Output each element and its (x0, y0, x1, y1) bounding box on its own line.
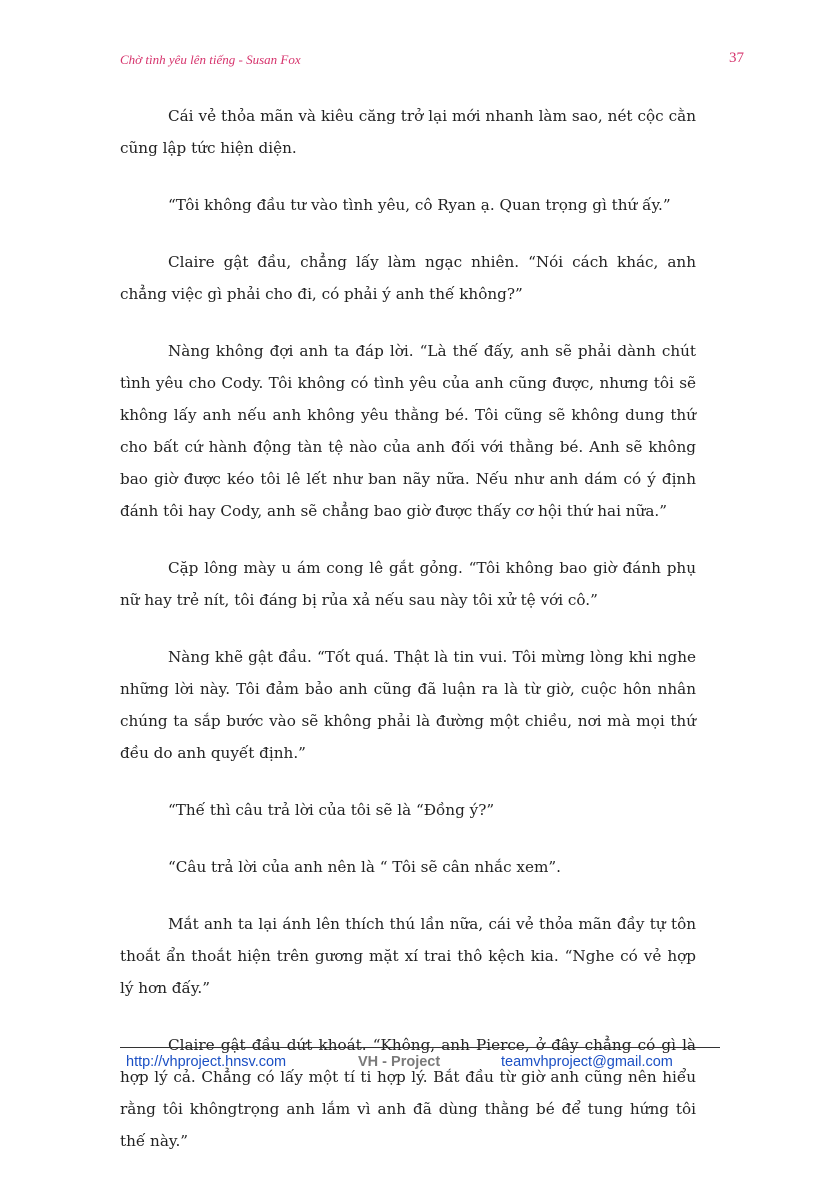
paragraph: Mắt anh ta lại ánh lên thích thú lần nữa, cái vẻ thỏa mãn đầy tự tôn thoắt ẩn thoắt hiện trên gương mặt xí trai thô kệch kia. “Nghe có vẻ hợp lý hơn đấy.” (120, 915, 696, 997)
footer-divider (120, 1047, 720, 1048)
running-title: Chờ tình yêu lên tiếng - Susan Fox (120, 52, 301, 67)
paragraph: Nàng khẽ gật đầu. “Tốt quá. Thật là tin vui. Tôi mừng lòng khi nghe những lời này. Tôi đảm bảo anh cũng đã luận ra là từ giờ, cuộc hôn nhân chúng ta sắp bước vào sẽ không phải là đường một chiều, nơi mà mọi thứ đều do anh quyết định.” (120, 648, 696, 762)
paragraph: “Tôi không đầu tư vào tình yêu, cô Ryan ạ. Quan trọng gì thứ ấy.” (168, 196, 671, 214)
page-body (120, 100, 696, 1182)
project-name: VH - Project (358, 1054, 441, 1070)
page-header (120, 52, 744, 72)
page-footer (120, 1054, 720, 1074)
paragraph: Claire gật đầu, chẳng lấy làm ngạc nhiên. “Nói cách khác, anh chẳng việc gì phải cho đi, có phải ý anh thế không?” (120, 253, 696, 303)
page-number: 37 (729, 50, 744, 66)
paragraph: “Thế thì câu trả lời của tôi sẽ là “Đồng ý?” (168, 801, 495, 819)
website-link[interactable]: http://vhproject.hnsv.com (126, 1054, 287, 1070)
paragraph: “Câu trả lời của anh nên là “ Tôi sẽ cân nhắc xem”. (168, 858, 561, 876)
paragraph: Cặp lông mày u ám cong lê gắt gỏng. “Tôi không bao giờ đánh phụ nữ hay trẻ nít, tôi đáng bị rủa xả nếu sau này tôi xử tệ với cô.” (120, 559, 696, 609)
paragraph: Cái vẻ thỏa mãn và kiêu căng trở lại mới nhanh làm sao, nét cộc cằn cũng lập tức hiện diện. (120, 107, 696, 157)
paragraph: Nàng không đợi anh ta đáp lời. “Là thế đấy, anh sẽ phải dành chút tình yêu cho Cody. Tôi không có tình yêu của anh cũng được, nhưng tôi sẽ không lấy anh nếu anh không yêu thằng bé. Tôi cũng sẽ không dung thứ cho bất cứ hành động tàn tệ nào của anh đối với thằng bé. Anh sẽ không bao giờ được kéo tôi lê lết như ban nãy nữa. Nếu như anh dám có ý định đánh tôi hay Cody, anh sẽ chẳng bao giờ được thấy cơ hội thứ hai nữa.” (120, 342, 696, 520)
email-link[interactable]: teamvhproject@gmail.com (501, 1054, 673, 1070)
paragraph: Claire gật đầu dứt khoát. “Không, anh Pierce, ở đây chẳng có gì là hợp lý cả. Chẳng có lấy một tí ti hợp lý. Bắt đầu từ giờ anh cũng nên hiểu rằng tôi khôngtrọng anh lắm vì anh đã dùng thằng bé để tung hứng tôi thế này.” (120, 1036, 696, 1150)
